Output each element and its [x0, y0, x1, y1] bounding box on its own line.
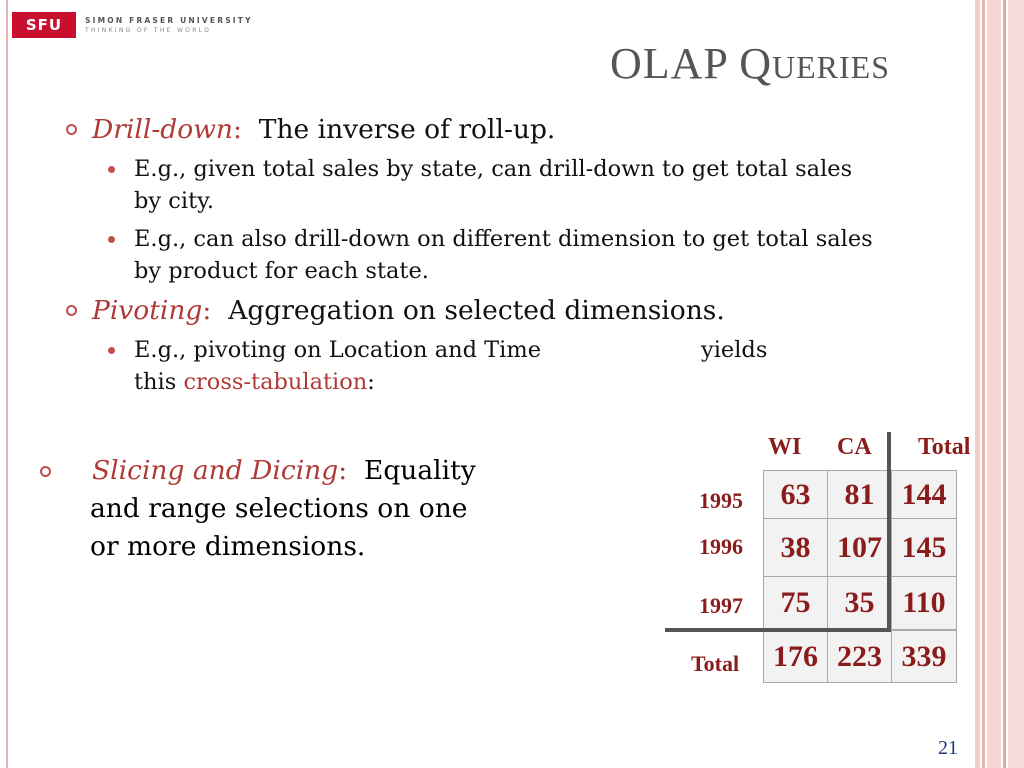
circle-bullet-icon	[66, 305, 77, 316]
slicing-line-3: or more dimensions.	[90, 531, 366, 562]
row-label-total: Total	[691, 651, 740, 676]
bullet-pivoting	[66, 293, 886, 328]
circle-bullet-icon	[66, 124, 77, 135]
logo-motto: THINKING OF THE WORLD	[85, 27, 212, 34]
slide-title	[610, 38, 890, 89]
row-label-1997: 1997	[699, 593, 743, 618]
table-cell: 63	[763, 470, 828, 519]
cross-tabulation-link[interactable]: cross-tabulation	[183, 369, 368, 395]
table-vertical-divider	[887, 432, 891, 632]
title-first: OLAP Q	[609, 39, 772, 88]
subbullet-text: E.g., pivoting on Location and Time	[134, 337, 542, 363]
right-stripe	[1008, 0, 1024, 768]
colon: :	[338, 455, 348, 486]
circle-bullet-icon	[40, 466, 51, 477]
right-stripe	[1003, 0, 1006, 768]
table-cell: 144	[891, 470, 957, 519]
subbullet-text: E.g., given total sales by state, can drill-down to get total sales by city.	[134, 156, 853, 214]
table-cell: 145	[891, 518, 957, 577]
table-cell: 35	[827, 576, 892, 630]
term-slicing: Slicing and Dicing	[92, 455, 339, 486]
dot-bullet-icon	[108, 166, 115, 173]
slicing-line-1	[66, 452, 586, 490]
title-smallcaps: UERIES	[772, 49, 890, 85]
dot-bullet-icon	[108, 347, 115, 354]
subbullet-text: E.g., can also drill-down on different dimension to get total sales by product for each state.	[134, 226, 873, 284]
drilldown-text: The inverse of roll-up.	[258, 114, 556, 145]
logo-university-name: SIMON FRASER UNIVERSITY	[85, 16, 253, 25]
term-drilldown: Drill-down	[92, 114, 233, 145]
table-cell-total: 339	[891, 630, 957, 683]
subbullet-text-this: this	[134, 369, 184, 395]
slicing-line-2: and range selections on one	[90, 493, 468, 524]
slicing-text: Equality	[364, 455, 476, 486]
table-cell: 107	[827, 518, 892, 577]
row-label-1995: 1995	[699, 488, 743, 513]
colon: :	[232, 114, 242, 145]
row-label-1996: 1996	[699, 534, 743, 559]
right-stripe	[975, 0, 980, 768]
col-header-wi: WI	[768, 434, 802, 460]
right-stripe	[987, 0, 1001, 768]
table-cell: 75	[763, 576, 828, 630]
subbullet-colon: :	[367, 369, 375, 395]
table-cell: 81	[827, 470, 892, 519]
colon: :	[202, 295, 212, 326]
bullet-drilldown	[66, 112, 886, 147]
right-stripe	[982, 0, 985, 768]
page-number: 21	[938, 737, 958, 759]
subbullet-pivoting-1	[66, 334, 886, 398]
subbullet-drilldown-1	[66, 153, 886, 217]
dot-bullet-icon	[108, 236, 115, 243]
table-cell-total: 223	[827, 630, 892, 683]
sfu-logo	[12, 12, 253, 38]
bullet-slicing	[66, 452, 586, 566]
table-cell: 38	[763, 518, 828, 577]
table-cell: 110	[891, 576, 957, 630]
pivoting-text: Aggregation on selected dimensions.	[228, 295, 725, 326]
col-header-total: Total	[918, 434, 971, 460]
col-header-ca: CA	[837, 434, 872, 460]
logo-wordmark	[85, 16, 253, 34]
left-border	[6, 0, 8, 768]
term-pivoting: Pivoting	[92, 295, 203, 326]
slide-body	[66, 112, 886, 404]
subbullet-text-yields: yields	[701, 337, 768, 363]
subbullet-drilldown-2	[66, 223, 886, 287]
table-horizontal-divider	[665, 628, 891, 632]
table-cell-total: 176	[763, 630, 828, 683]
logo-mark: SFU	[12, 12, 76, 38]
